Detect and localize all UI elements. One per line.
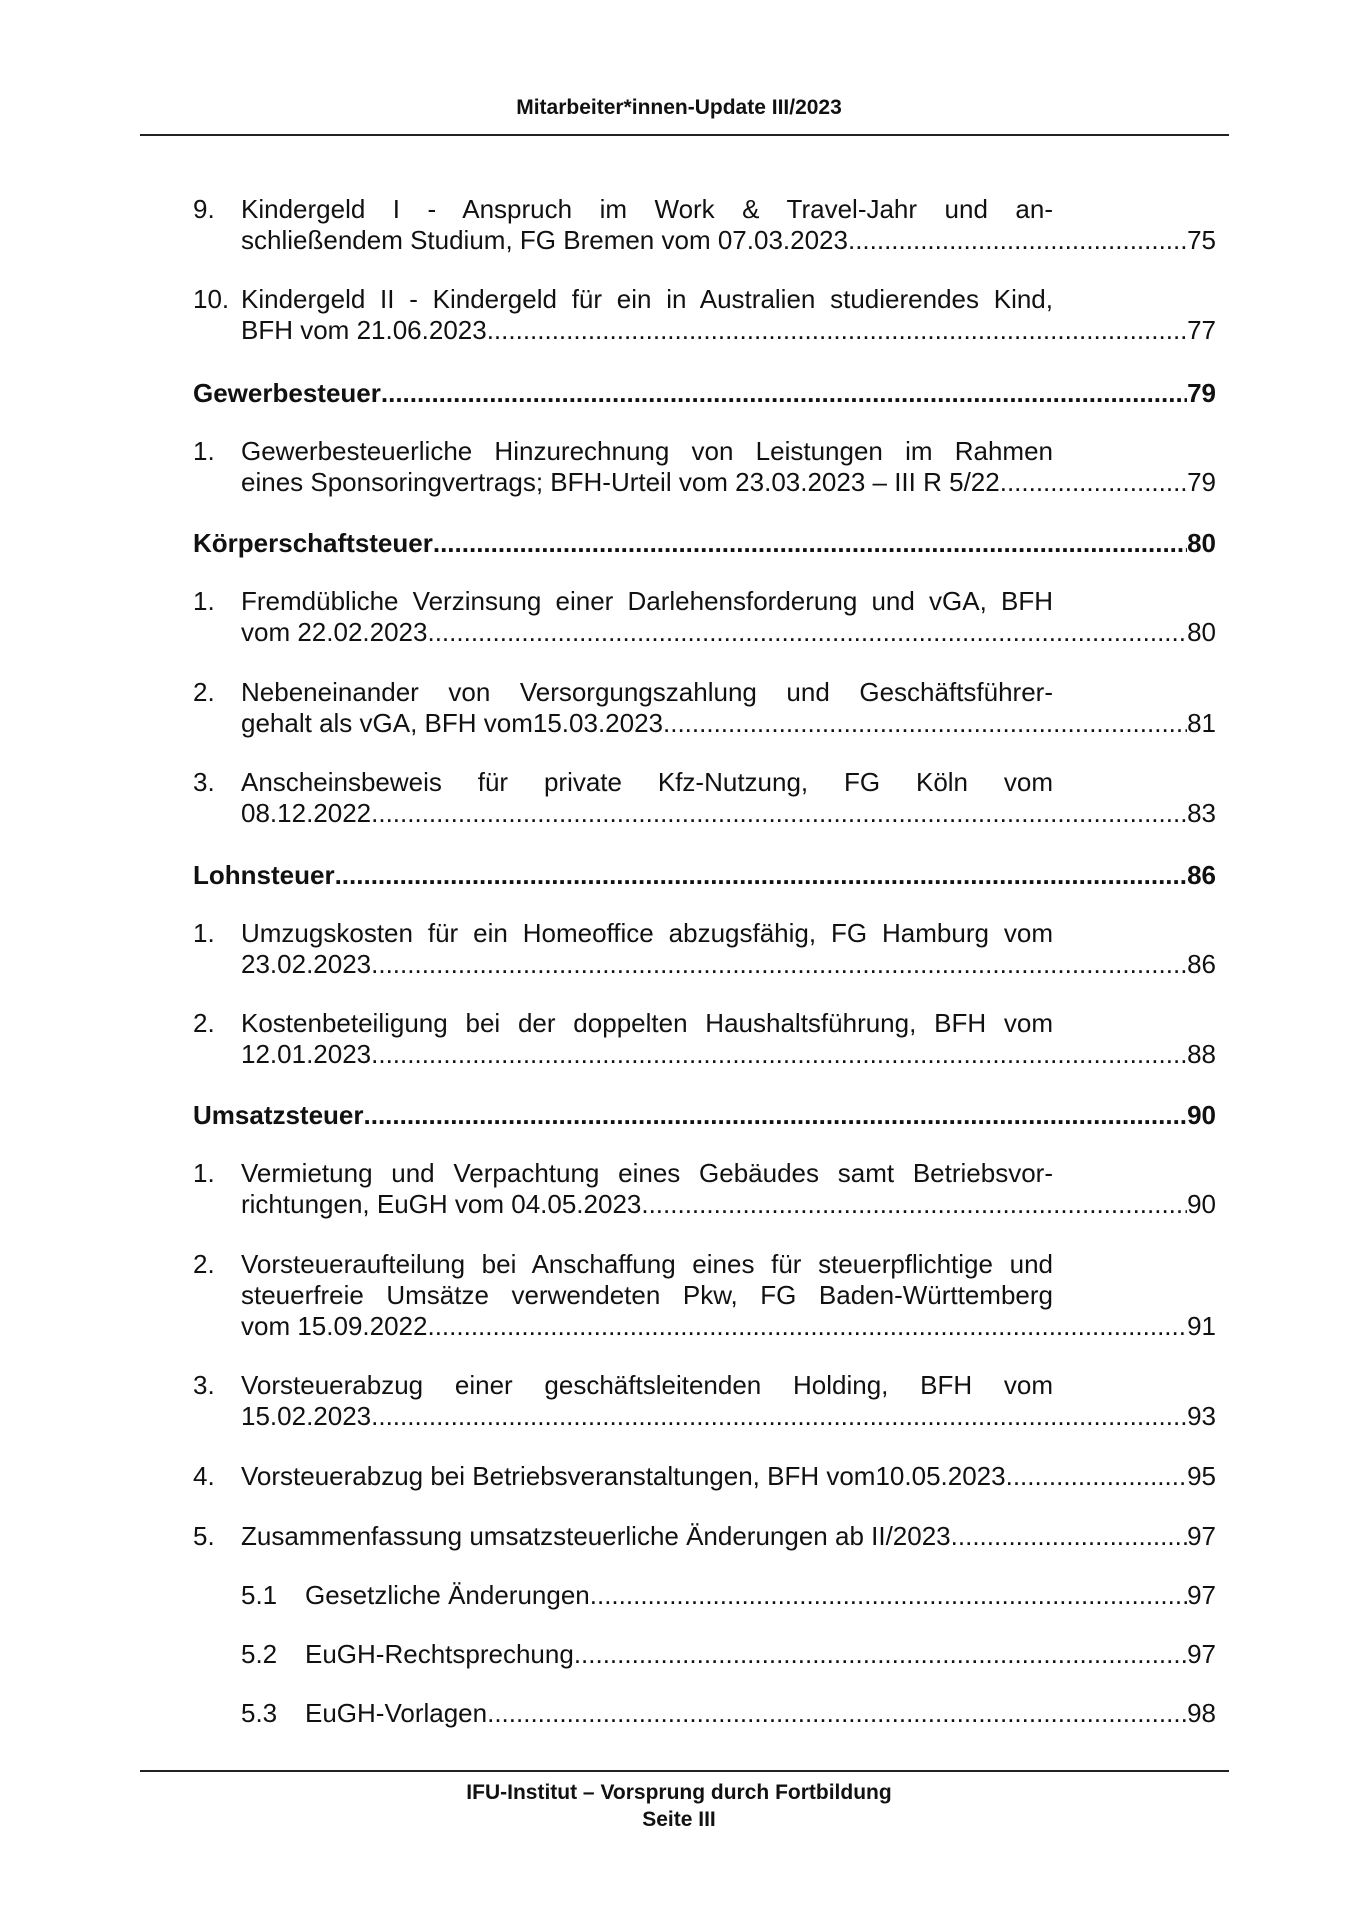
toc-section-heading[interactable] bbox=[193, 378, 1216, 409]
toc-entry-text: 12.01.2023 bbox=[241, 1039, 372, 1069]
dot-leader bbox=[435, 617, 1187, 648]
dot-leader bbox=[1000, 467, 1187, 498]
dot-leader bbox=[951, 1521, 1187, 1552]
toc-entry-text: Gewerbesteuerliche Hinzurechnung von Leistungen im Rahmen bbox=[241, 436, 1053, 466]
dot-leader bbox=[641, 1189, 1187, 1220]
toc-entry-text: Nebeneinander von Versorgungszahlung und Geschäftsführer- bbox=[241, 677, 1053, 707]
toc-entry-text: richtungen, EuGH vom 04.05.2023 bbox=[241, 1189, 642, 1219]
toc-entry-text: Anscheinsbeweis für private Kfz-Nutzung, FG Köln vom bbox=[241, 767, 1053, 797]
toc-page-number: 86 bbox=[1187, 860, 1216, 890]
section-title: Umsatzsteuer bbox=[193, 1100, 364, 1130]
dot-leader bbox=[371, 798, 1187, 829]
toc-section-heading[interactable] bbox=[193, 1100, 1216, 1131]
toc-entry-text: 08.12.2022 bbox=[241, 798, 372, 828]
toc-entry-text: Fremdübliche Verzinsung einer Darlehensforderung und vGA, BFH bbox=[241, 586, 1053, 616]
toc-entry-text: Vermietung und Verpachtung eines Gebäudes samt Betriebsvor- bbox=[241, 1158, 1053, 1188]
dot-leader bbox=[1006, 1461, 1187, 1492]
toc-page-number: 91 bbox=[1187, 1311, 1216, 1341]
toc-entry-number: 5. bbox=[193, 1521, 215, 1551]
dot-leader bbox=[371, 1401, 1187, 1432]
toc-entry-number: 1. bbox=[193, 436, 215, 466]
toc-entry-text: EuGH-Rechtsprechung bbox=[305, 1639, 574, 1669]
toc-entry-text: Kindergeld I - Anspruch im Work & Travel-Jahr und an- bbox=[241, 194, 1053, 224]
dot-leader bbox=[335, 860, 1188, 891]
toc-page-number: 75 bbox=[1187, 225, 1216, 255]
toc-entry-number: 1. bbox=[193, 586, 215, 616]
toc-entry-text: Kindergeld II - Kindergeld für ein in Australien studierendes Kind, bbox=[241, 284, 1053, 314]
toc-entry-text: schließendem Studium, FG Bremen vom 07.03.2023 bbox=[241, 225, 848, 255]
toc-entry-number: 5.3 bbox=[241, 1698, 278, 1728]
toc-entry-number: 3. bbox=[193, 767, 215, 797]
dot-leader bbox=[371, 1039, 1187, 1070]
dot-leader bbox=[663, 708, 1187, 739]
toc-entry-number: 10. bbox=[193, 284, 230, 314]
toc-entry-text: BFH vom 21.06.2023. bbox=[241, 315, 494, 345]
toc-entry-text: Vorsteuerabzug einer geschäftsleitenden Holding, BFH vom bbox=[241, 1370, 1053, 1400]
section-title: Körperschaftsteuer bbox=[193, 528, 433, 558]
toc-entry-text: vom 22.02.2023. bbox=[241, 617, 435, 647]
toc-entry-text: Vorsteuerabzug bei Betriebsveranstaltungen, BFH vom10.05.2023 bbox=[241, 1461, 1006, 1491]
toc-entry-text: Zusammenfassung umsatzsteuerliche Änderungen ab II/2023 bbox=[241, 1521, 951, 1551]
toc-entry-number: 5.2 bbox=[241, 1639, 278, 1669]
toc-page-number: 77 bbox=[1187, 315, 1216, 345]
toc-entry-number: 2. bbox=[193, 1008, 215, 1038]
dot-leader bbox=[364, 1100, 1188, 1131]
toc-entry-text: EuGH-Vorlagen bbox=[305, 1698, 488, 1728]
toc-entry-number: 2. bbox=[193, 1249, 215, 1279]
toc-page-number: 90 bbox=[1187, 1100, 1216, 1130]
dot-leader bbox=[574, 1639, 1187, 1670]
toc-entry-text: eines Sponsoringvertrags; BFH-Urteil vom 23.03.2023 – III R 5/22 bbox=[241, 467, 1000, 497]
dot-leader bbox=[433, 528, 1187, 559]
footer-institute: IFU-Institut – Vorsprung durch Fortbildung bbox=[466, 1781, 892, 1804]
toc-section-heading[interactable] bbox=[193, 860, 1216, 891]
dot-leader bbox=[487, 1698, 1187, 1729]
dot-leader bbox=[848, 225, 1187, 256]
toc-entry-text: Umzugskosten für ein Homeoffice abzugsfähig, FG Hamburg vom bbox=[241, 918, 1053, 948]
dot-leader bbox=[435, 1311, 1187, 1342]
toc-entry-text: steuerfreie Umsätze verwendeten Pkw, FG Baden-Württemberg bbox=[241, 1280, 1053, 1310]
toc-page-number: 88 bbox=[1187, 1039, 1216, 1069]
toc-page-number: 97 bbox=[1187, 1521, 1216, 1551]
dot-leader bbox=[371, 949, 1187, 980]
toc-entry-text: Vorsteueraufteilung bei Anschaffung eines für steuerpflichtige und bbox=[241, 1249, 1053, 1279]
toc-entry-text: 23.02.2023 bbox=[241, 949, 372, 979]
toc-page-number: 83 bbox=[1187, 798, 1216, 828]
toc-page-number: 98 bbox=[1187, 1698, 1216, 1728]
toc-section-heading[interactable] bbox=[193, 528, 1216, 559]
toc-page-number: 93 bbox=[1187, 1401, 1216, 1431]
dot-leader bbox=[494, 315, 1187, 346]
toc-entry-number: 1. bbox=[193, 918, 215, 948]
toc-page-number: 95 bbox=[1187, 1461, 1216, 1491]
toc-page-number: 79 bbox=[1187, 378, 1216, 408]
toc-page-number: 81 bbox=[1187, 708, 1216, 738]
toc-entry-text: Kostenbeteiligung bei der doppelten Haushaltsführung, BFH vom bbox=[241, 1008, 1053, 1038]
toc-entry-number: 3. bbox=[193, 1370, 215, 1400]
toc-entry-number: 4. bbox=[193, 1461, 215, 1491]
toc-page-number: 97 bbox=[1187, 1639, 1216, 1669]
toc-entry-text: Gesetzliche Änderungen bbox=[305, 1580, 590, 1610]
footer-rule bbox=[140, 1770, 1229, 1772]
footer-page-number: Seite III bbox=[642, 1808, 716, 1831]
section-title: Gewerbesteuer bbox=[193, 378, 381, 408]
toc-entry-number: 2. bbox=[193, 677, 215, 707]
header-rule bbox=[140, 134, 1229, 136]
toc-entry-number: 5.1 bbox=[241, 1580, 278, 1610]
toc-page-number: 90 bbox=[1187, 1189, 1216, 1219]
toc-page-number: 80 bbox=[1187, 617, 1216, 647]
toc-entry-text: 15.02.2023 bbox=[241, 1401, 372, 1431]
section-title: Lohnsteuer bbox=[193, 860, 335, 890]
toc-page-number: 97 bbox=[1187, 1580, 1216, 1610]
toc-page-number: 80 bbox=[1187, 528, 1216, 558]
toc-entry-number: 1. bbox=[193, 1158, 215, 1188]
dot-leader bbox=[381, 378, 1187, 409]
toc-entry-text: gehalt als vGA, BFH vom15.03.2023 bbox=[241, 708, 664, 738]
dot-leader bbox=[590, 1580, 1187, 1611]
running-header: Mitarbeiter*innen-Update III/2023 bbox=[516, 96, 842, 119]
toc-page-number: 79 bbox=[1187, 467, 1216, 497]
toc-entry-number: 9. bbox=[193, 194, 215, 224]
toc-page-number: 86 bbox=[1187, 949, 1216, 979]
toc-entry-text: vom 15.09.2022. bbox=[241, 1311, 435, 1341]
